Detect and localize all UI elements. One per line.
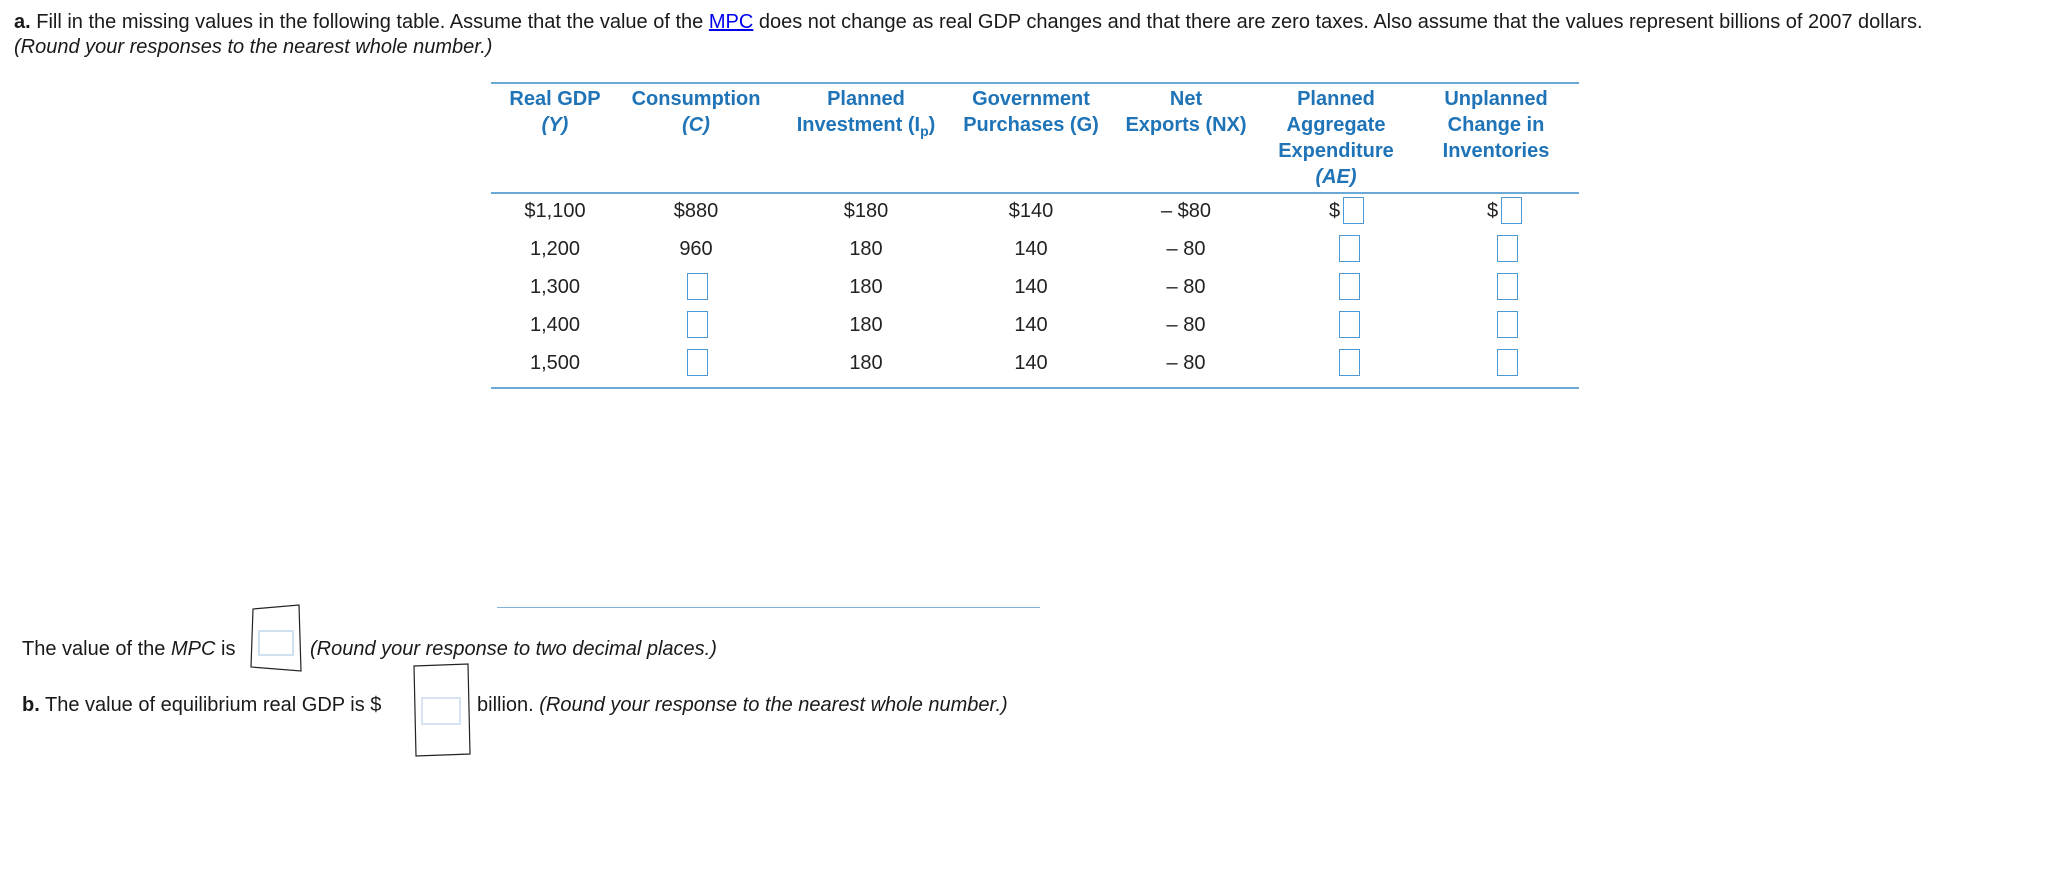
inventory-input-row-5[interactable] <box>1497 349 1518 376</box>
mpc-round-note: (Round your response to two decimal places.) <box>310 638 717 660</box>
table-top-rule <box>491 82 1579 84</box>
cell-gdp: 1,300 <box>529 276 581 298</box>
table-bottom-rule <box>491 387 1579 389</box>
header-unplanned-inventories: Unplanned Change in Inventories <box>1442 88 1550 162</box>
cell-gdp: 1,400 <box>529 314 581 336</box>
section-divider <box>497 607 1040 608</box>
cell-government: 140 <box>1014 238 1048 260</box>
cell-investment: 180 <box>849 314 883 336</box>
cell-net-exports: – 80 <box>1166 238 1206 260</box>
ae-input-row-2[interactable] <box>1339 235 1360 262</box>
mpc-term: MPC <box>170 638 216 660</box>
header-consumption: Consumption (C) <box>631 88 761 136</box>
header-government-purchases: Government Purchases (G) <box>963 88 1099 136</box>
header-planned-investment: Planned Investment $(I_p)$ <box>796 88 936 139</box>
cell-investment: $180 <box>843 200 889 222</box>
question-text-1: Fill in the missing values in the following table. Assume that the value of the <box>30 11 709 33</box>
part-a-label: a. <box>14 11 31 33</box>
cell-gdp: 1,200 <box>529 238 581 260</box>
ae-dollar-sign: $ <box>1329 200 1341 222</box>
header-net-exports: Net Exports (NX) <box>1125 88 1247 136</box>
cell-investment: 180 <box>849 352 883 374</box>
cell-net-exports: – $80 <box>1160 200 1212 222</box>
consumption-input-row-3[interactable] <box>687 273 708 300</box>
cell-investment: 180 <box>849 238 883 260</box>
consumption-input-row-5[interactable] <box>687 349 708 376</box>
question-text-2: does not change as real GDP changes and that there are zero taxes. Also assume that the values represent billions of 2007 dollars. <box>753 11 1923 33</box>
ae-input-row-3[interactable] <box>1339 273 1360 300</box>
mpc-input[interactable] <box>247 603 309 675</box>
part-b-suffix: billion. (Round your response to the nearest whole number.) <box>477 694 1008 716</box>
cell-consumption: 960 <box>679 238 713 260</box>
cell-net-exports: – 80 <box>1166 314 1206 336</box>
cell-investment: 180 <box>849 276 883 298</box>
cell-government: 140 <box>1014 276 1048 298</box>
part-b-question: b. The value of equilibrium real GDP is $ <box>22 694 382 716</box>
cell-government: 140 <box>1014 352 1048 374</box>
ae-input-row-5[interactable] <box>1339 349 1360 376</box>
question-text <box>14 10 2044 60</box>
inventory-input-row-2[interactable] <box>1497 235 1518 262</box>
part-b-label: b. <box>22 694 40 716</box>
ae-input-row-4[interactable] <box>1339 311 1360 338</box>
inventory-input-row-1[interactable] <box>1501 197 1522 224</box>
inventory-dollar-sign: $ <box>1487 200 1499 222</box>
cell-government: $140 <box>1008 200 1054 222</box>
cell-gdp: $1,100 <box>524 200 586 222</box>
header-planned-ae: Planned Aggregate Expenditure (AE) <box>1278 88 1394 188</box>
cell-gdp: 1,500 <box>529 352 581 374</box>
consumption-input-row-4[interactable] <box>687 311 708 338</box>
header-real-gdp: Real GDP (Y) <box>509 88 601 136</box>
cell-consumption: $880 <box>673 200 719 222</box>
ae-input-row-1[interactable] <box>1343 197 1364 224</box>
round-note: (Round your responses to the nearest whole number.) <box>14 36 493 58</box>
equilibrium-gdp-input[interactable] <box>408 662 476 758</box>
table-header-rule <box>491 192 1579 194</box>
mpc-link[interactable]: MPC <box>708 11 754 33</box>
cell-government: 140 <box>1014 314 1048 336</box>
cell-net-exports: – 80 <box>1166 276 1206 298</box>
mpc-question: The value of the MPC is <box>22 638 236 660</box>
inventory-input-row-3[interactable] <box>1497 273 1518 300</box>
cell-net-exports: – 80 <box>1166 352 1206 374</box>
inventory-input-row-4[interactable] <box>1497 311 1518 338</box>
